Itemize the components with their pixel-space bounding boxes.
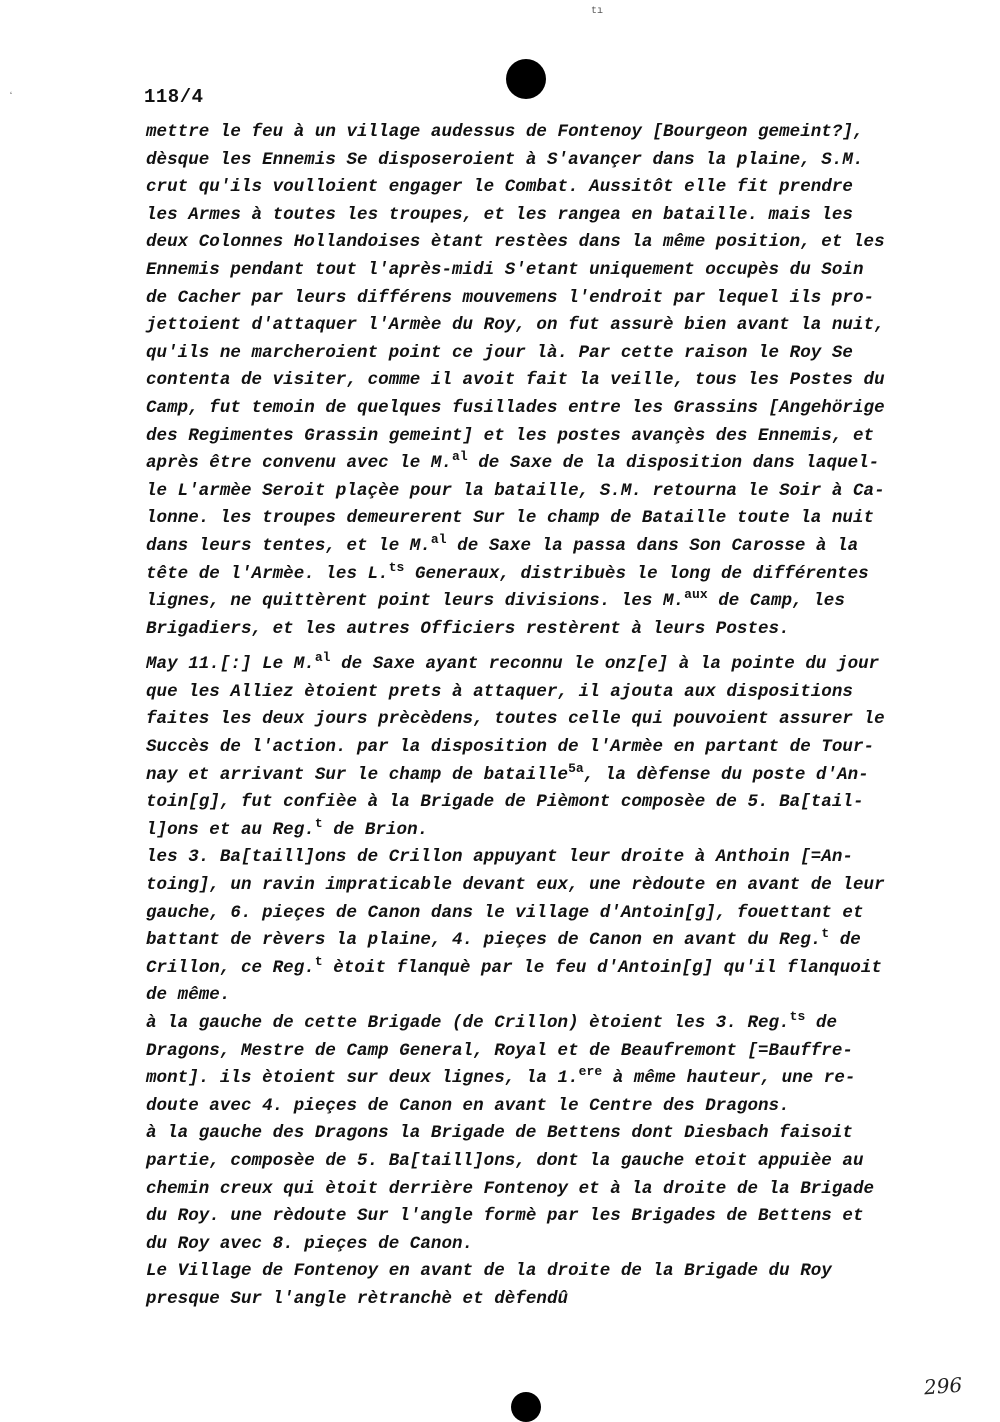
paragraph-gap bbox=[146, 643, 906, 651]
punch-hole-top bbox=[506, 59, 546, 99]
text-line: faites les deux jours prècèdens, toutes celle qui pouvoient assurer le bbox=[146, 709, 885, 730]
text-segment: de bbox=[829, 930, 861, 951]
text-line: Ennemis pendant tout l'après-midi S'etant uniquement occupès du Soin bbox=[146, 259, 864, 280]
superscript: aux bbox=[684, 587, 708, 603]
text-line bbox=[146, 588, 906, 616]
punch-hole-bottom bbox=[511, 1392, 541, 1422]
text-line bbox=[146, 762, 906, 790]
text-segment: May 11.[:] Le M. bbox=[146, 654, 315, 675]
text-line: chemin creux qui ètoit derrière Fontenoy et à la droite de la Brigade bbox=[146, 1178, 875, 1199]
text-line bbox=[146, 927, 906, 955]
text-line: Dragons, Mestre de Camp General, Royal et de Beaufremont [=Bauffre- bbox=[146, 1040, 853, 1061]
superscript: t bbox=[314, 815, 323, 831]
text-line: du Roy avec 8. pieçes de Canon. bbox=[146, 1233, 474, 1254]
text-segment: Generaux, distribuès le long de différentes bbox=[404, 563, 869, 584]
text-line bbox=[146, 955, 906, 983]
text-segment: lignes, ne quittèrent point leurs divisions. les M. bbox=[146, 591, 685, 612]
text-line: Le Village de Fontenoy en avant de la droite de la Brigade du Roy bbox=[146, 1261, 832, 1282]
text-segment: dans leurs tentes, et le M. bbox=[146, 535, 431, 556]
text-line: des Regimentes Grassin gemeint] et les postes avançès des Ennemis, et bbox=[146, 425, 875, 446]
text-line: gauche, 6. pieçes de Canon dans le village d'Antoin[g], fouettant et bbox=[146, 902, 864, 923]
text-line bbox=[146, 1065, 906, 1093]
superscript: t bbox=[314, 953, 323, 969]
text-line: les Armes à toutes les troupes, et les rangea en bataille. mais les bbox=[146, 204, 853, 225]
text-line: partie, composèe de 5. Ba[taill]ons, dont la gauche etoit appuièe au bbox=[146, 1150, 864, 1171]
superscript: ts bbox=[789, 1009, 806, 1024]
left-edge-mark: ʻ bbox=[8, 92, 15, 103]
text-line: crut qu'ils voulloient engager le Combat. Aussitôt elle fit prendre bbox=[146, 177, 853, 198]
superscript: ere bbox=[578, 1064, 603, 1080]
page-number: 118/4 bbox=[144, 86, 204, 108]
text-line: Camp, fut temoin de quelques fusillades entre les Grassins [Angehörige bbox=[146, 397, 885, 418]
text-line: les 3. Ba[taill]ons de Crillon appuyant leur droite à Anthoin [=An- bbox=[146, 847, 853, 868]
text-line bbox=[146, 817, 906, 845]
text-line bbox=[146, 533, 906, 561]
text-line: contenta de visiter, comme il avoit fait la veille, tous les Postes du bbox=[146, 370, 885, 391]
text-segment: de Camp, les bbox=[707, 591, 845, 612]
superscript: al bbox=[452, 449, 468, 465]
text-line: toing], un ravin impraticable devant eux, une rèdoute en avant de leur bbox=[146, 875, 885, 896]
text-line: du Roy. une rèdoute Sur l'angle formè par les Brigades de Bettens et bbox=[146, 1206, 864, 1227]
text-segment: , la dèfense du poste d'An- bbox=[583, 764, 869, 785]
text-line: dèsque les Ennemis Se disposeroient à S'avançer dans la plaine, S.M. bbox=[146, 149, 864, 170]
text-line: le L'armèe Seroit plaçèe pour la bataille, S.M. retourna le Soir à Ca- bbox=[146, 480, 885, 501]
text-line: presque Sur l'angle rètranchè et dèfendû bbox=[146, 1288, 569, 1309]
text-line bbox=[146, 1010, 906, 1038]
text-line: lonne. les troupes demeurerent Sur le champ de Bataille toute la nuit bbox=[146, 508, 875, 529]
text-segment: tête de l'Armèe. les L. bbox=[146, 563, 389, 584]
text-line bbox=[146, 651, 906, 679]
superscript: al bbox=[430, 531, 447, 547]
text-segment: après être convenu avec le M. bbox=[146, 453, 452, 474]
text-segment: battant de rèvers la plaine, 4. pieçes de Canon en avant du Reg. bbox=[146, 930, 822, 951]
superscript: t bbox=[821, 926, 830, 942]
text-line: à la gauche des Dragons la Brigade de Bettens dont Diesbach faisoit bbox=[146, 1123, 853, 1144]
text-line bbox=[146, 450, 906, 478]
text-line: mettre le feu à un village audessus de Fontenoy [Bourgeon gemeint?], bbox=[146, 122, 864, 142]
text-segment: de bbox=[805, 1013, 838, 1033]
text-line: Brigadiers, et les autres Officiers restèrent à leurs Postes. bbox=[146, 618, 790, 639]
text-segment: ètoit flanquè par le feu d'Antoin[g] qu'il flanquoit bbox=[322, 957, 882, 978]
text-segment: Crillon, ce Reg. bbox=[146, 957, 315, 978]
text-line: Succès de l'action. par la disposition de l'Armèe en partant de Tour- bbox=[146, 737, 875, 758]
text-segment: mont]. ils ètoient sur deux lignes, la 1. bbox=[146, 1068, 579, 1089]
superscript: al bbox=[314, 650, 331, 666]
text-line: que les Alliez ètoient prets à attaquer, il ajouta aux dispositions bbox=[146, 681, 853, 702]
text-line: doute avec 4. pieçes de Canon en avant le Centre des Dragons. bbox=[146, 1095, 790, 1116]
text-segment: de Saxe de la disposition dans laquel- bbox=[467, 453, 880, 474]
text-segment: nay et arrivant Sur le champ de bataille bbox=[146, 764, 569, 785]
text-segment: de Saxe la passa dans Son Carosse à la bbox=[446, 535, 859, 556]
text-line: de Cacher par leurs différens mouvemens l'endroit par lequel ils pro- bbox=[146, 287, 875, 308]
text-line: de même. bbox=[146, 985, 231, 1006]
superscript: 5a bbox=[568, 760, 584, 776]
text-segment: de Saxe ayant reconnu le onz[e] à la pointe du jour bbox=[330, 654, 880, 675]
text-line: qu'ils ne marcheroient point ce jour là. Par cette raison le Roy Se bbox=[146, 342, 853, 363]
text-segment: à même hauteur, une re- bbox=[602, 1068, 856, 1089]
text-segment: l]ons et au Reg. bbox=[146, 819, 315, 840]
superscript: ts bbox=[388, 559, 405, 575]
text-segment: de Brion. bbox=[322, 819, 429, 840]
text-line: jettoient d'attaquer l'Armèe du Roy, on fut assurè bien avant la nuit, bbox=[146, 315, 885, 336]
handwritten-page-number: 296 bbox=[923, 1372, 963, 1400]
document-text bbox=[146, 119, 906, 1314]
text-line: toin[g], fut confièe à la Brigade de Pièmont composèe de 5. Ba[tail- bbox=[146, 792, 864, 813]
text-segment: à la gauche de cette Brigade (de Crillon) ètoient les 3. Reg. bbox=[146, 1013, 790, 1033]
text-line bbox=[146, 561, 906, 589]
top-tick-mark: tı bbox=[591, 6, 604, 17]
text-line: deux Colonnes Hollandoises ètant restèes dans la même position, et les bbox=[146, 232, 885, 253]
